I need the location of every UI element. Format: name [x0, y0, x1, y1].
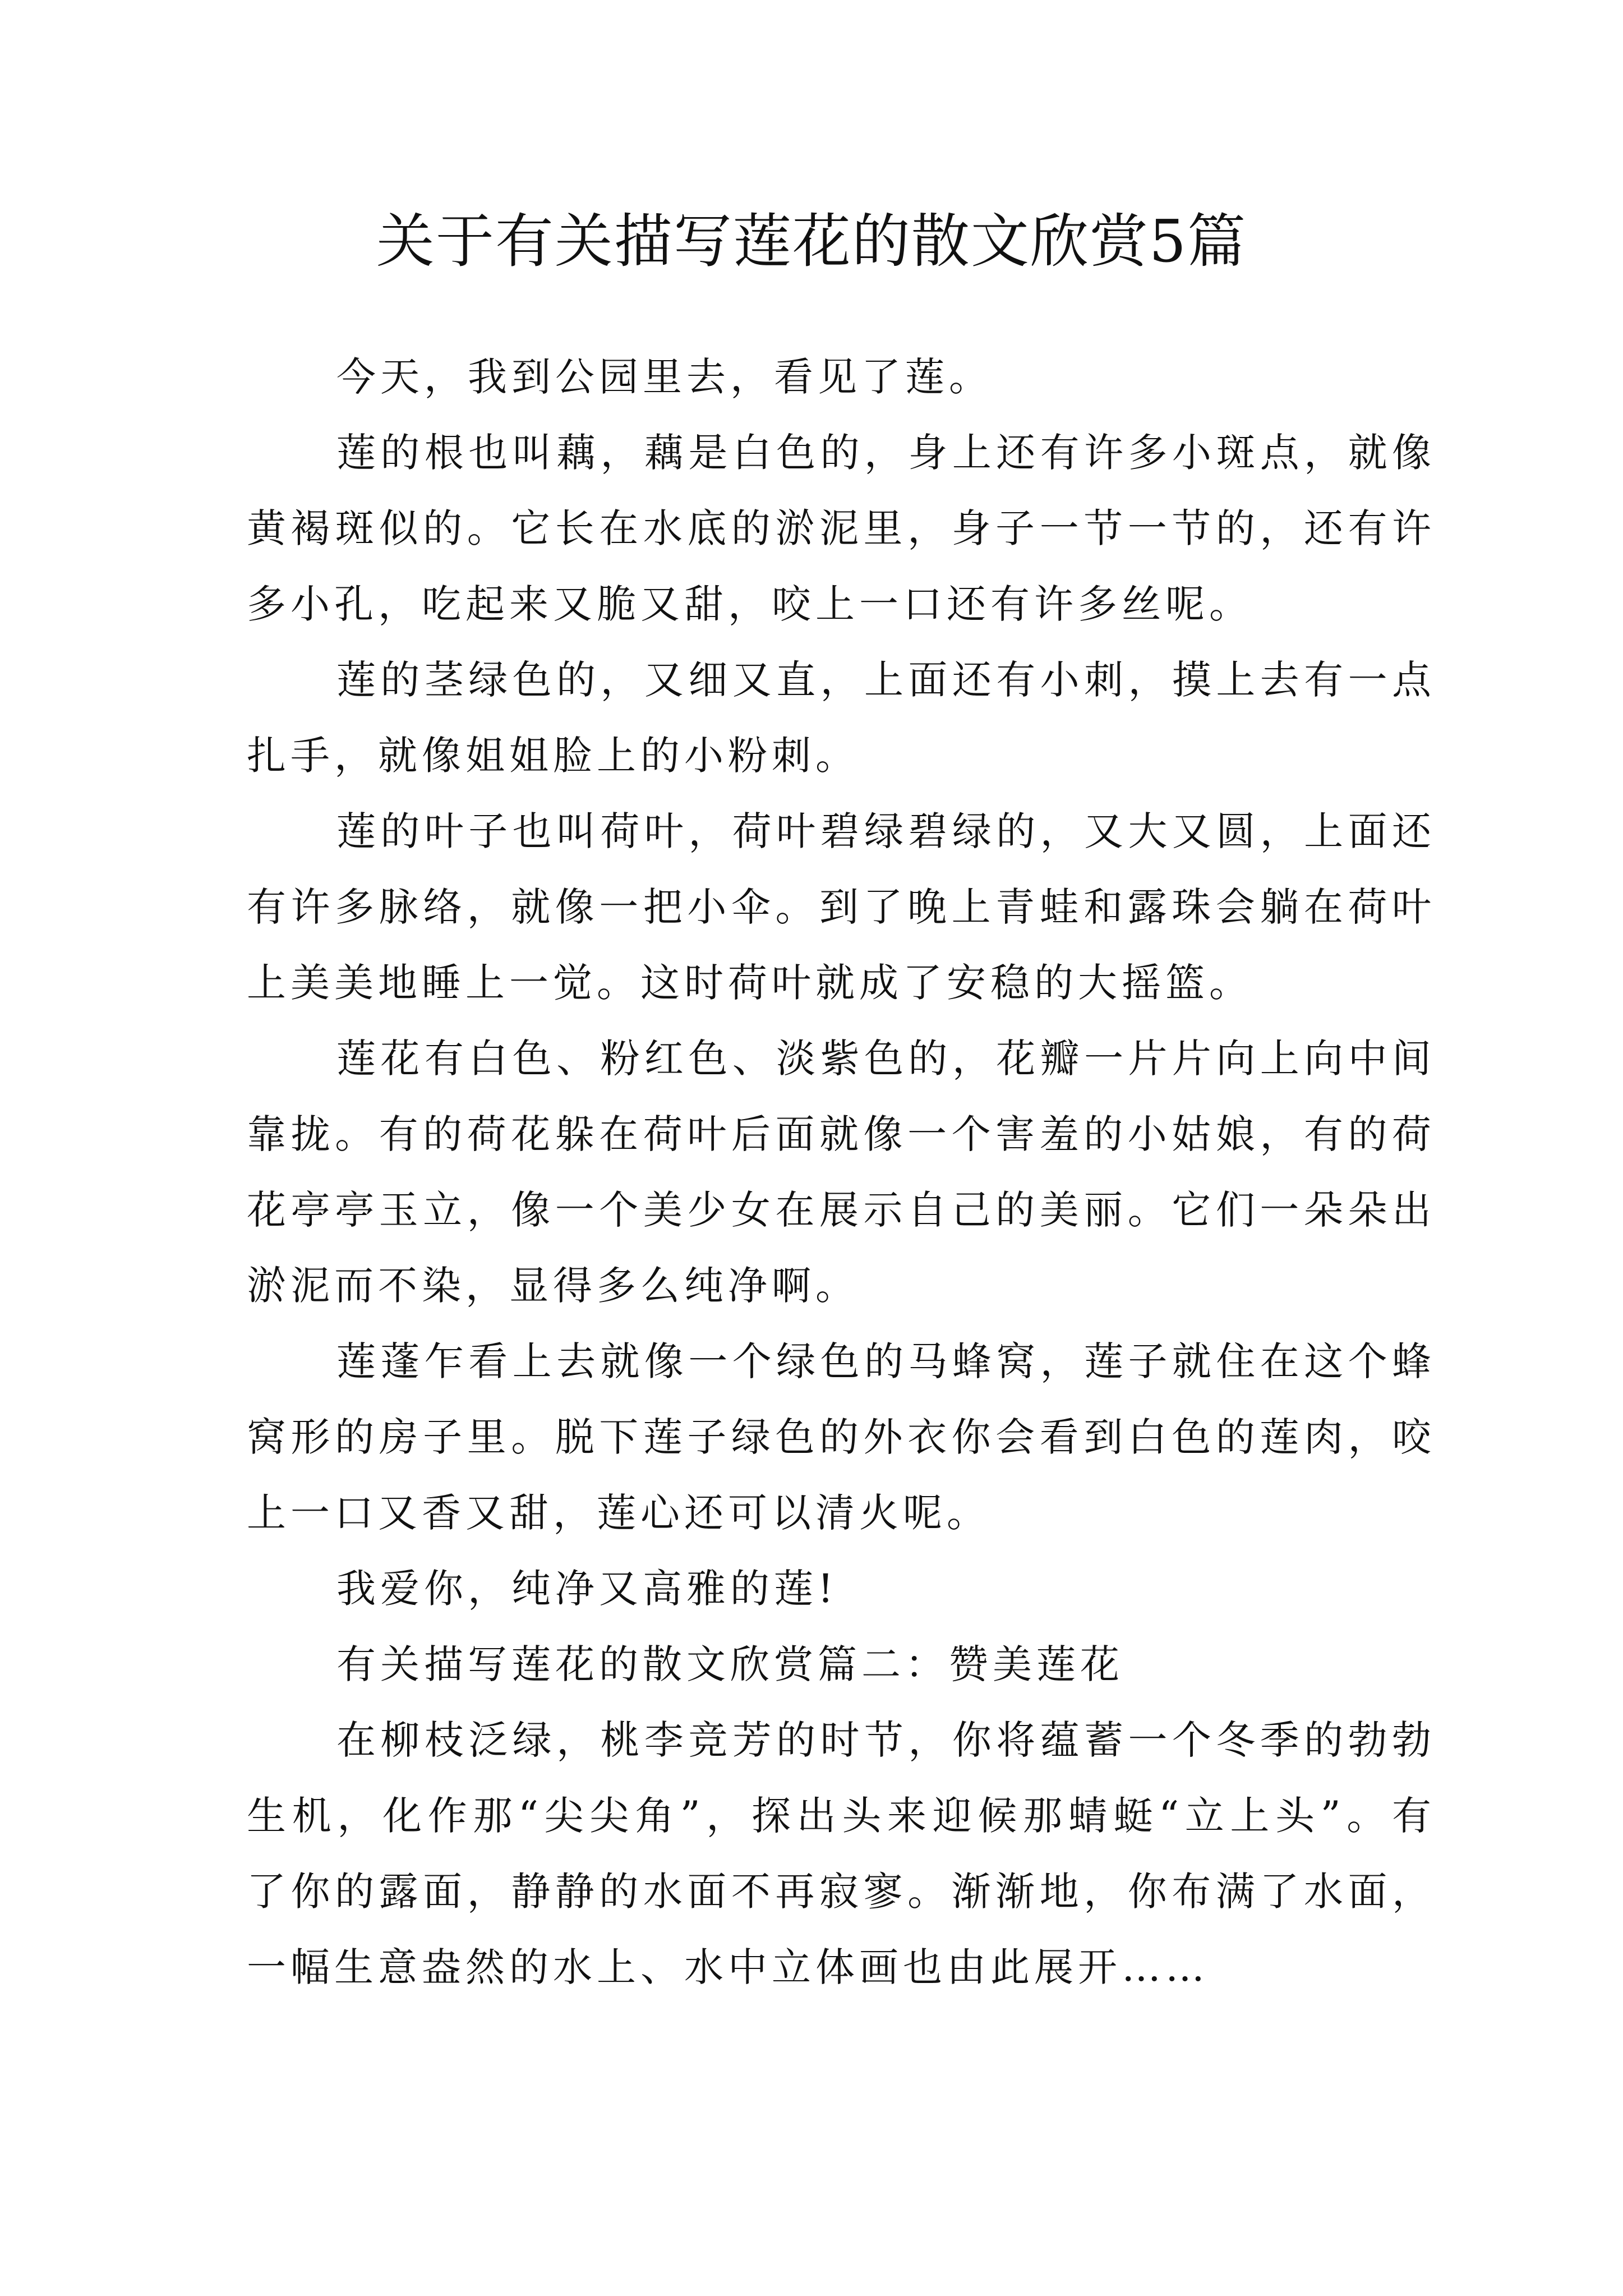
- paragraph: 今天，我到公园里去，看见了莲。: [336, 354, 993, 400]
- paragraph: 莲的叶子也叫荷叶，荷叶碧绿碧绿的，又大又圆，上面还有许多脉络，就像一把小伞。到了晚上青蛙和露珠会躺在荷叶上美美地睡上一觉。这时荷叶就成了安稳的大摇篮。: [247, 808, 1436, 1006]
- paragraph: 我爱你，纯净又高雅的莲!: [336, 1566, 838, 1612]
- paragraph: 莲的茎绿色的，又细又直，上面还有小刺，摸上去有一点扎手，就像姐姐脸上的小粉刺。: [247, 657, 1436, 779]
- section-heading: 有关描写莲花的散文欣赏篇二：赞美莲花: [336, 1641, 1124, 1687]
- paragraph: 莲蓬乍看上去就像一个绿色的马蜂窝，莲子就住在这个蜂窝形的房子里。脱下莲子绿色的外衣你会看到白色的莲肉，咬上一口又香又甜，莲心还可以清火呢。: [247, 1338, 1436, 1536]
- document-body: [247, 339, 1436, 2005]
- paragraph: 莲花有白色、粉红色、淡紫色的，花瓣一片片向上向中间靠拢。有的荷花躲在荷叶后面就像一个害羞的小姑娘，有的荷花亭亭玉立，像一个美少女在展示自己的美丽。它们一朵朵出淤泥而不染，显得多么纯净啊。: [247, 1036, 1436, 1309]
- paragraph: 莲的根也叫藕，藕是白色的，身上还有许多小斑点，就像黄褐斑似的。它长在水底的淤泥里，身子一节一节的，还有许多小孔，吃起来又脆又甜，咬上一口还有许多丝呢。: [247, 430, 1436, 627]
- paragraph: 在柳枝泛绿，桃李竞芳的时节，你将蕴蓄一个冬季的勃勃生机，化作那“尖尖角”，探出头来迎候那蜻蜓“立上头”。有了你的露面，静静的水面不再寂寥。渐渐地，你布满了水面，一幅生意盎然的水上、水中立体画也由此展开……: [247, 1717, 1436, 1990]
- document-title: 关于有关描写莲花的散文欣赏5篇: [376, 207, 1247, 275]
